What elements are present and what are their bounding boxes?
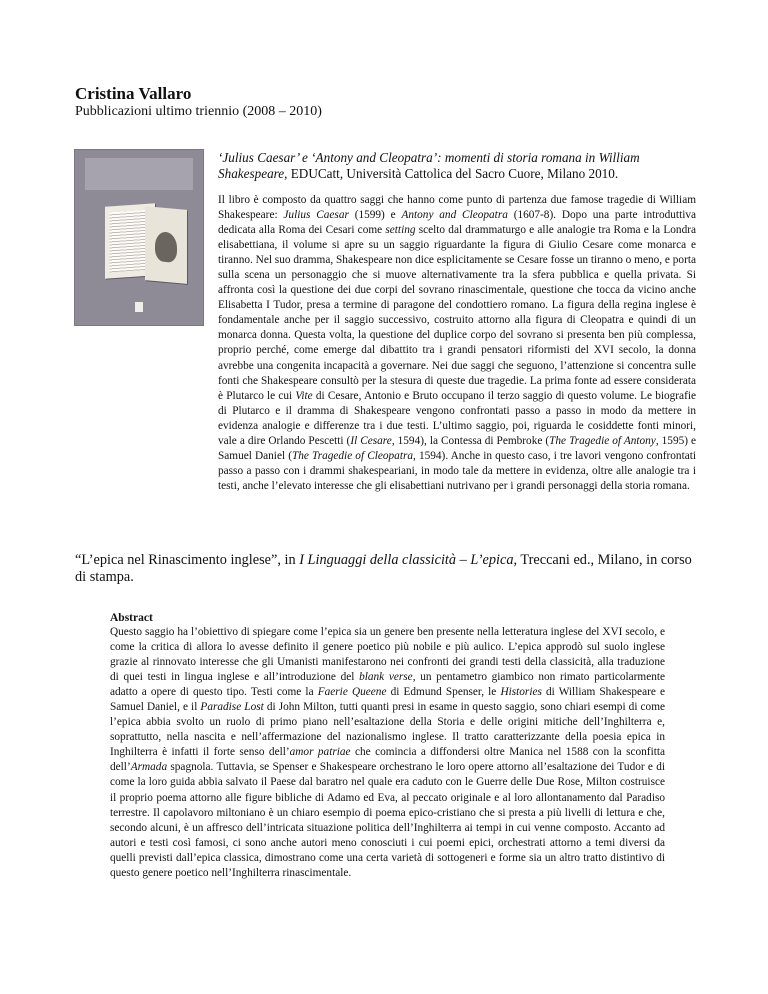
body-text: spagnola. Tuttavia, se Spenser e Shakespeare orchestrano le loro opere attorno all’esaltazione dei Tudor e di come la loro guida abbia salvato il Paese dal baratro nel quale era caduto con le Guerre delle Due Rose, Milton costruisce il proprio poema attorno alle figure bibliche di Adamo ed Eva, al peccato originale e al loro allontanamento dal Paradiso terrestre. Il capolavoro miltoniano è un chiaro esempio di poema epico-cristiano che si presta a più livelli di lettura e che, secondo alcuni, è un affresco dell’intricata situazione politica dell’Inghilterra ai tempi in cui venne composto. Accanto ad autori e testi così famosi, ci sono anche autori meno conosciuti i cui poemi epici, orchestrati attorno a temi diversi da quelli previsti dall’epica classica, dimostrano come una certa varietà di sottogeneri e forme sia un altro tratto distintivo di questo genere poetico nell’Inghilterra rinascimentale.: [110, 761, 665, 879]
book-cover-image: [75, 150, 203, 325]
italic-text: Armada: [130, 761, 168, 774]
body-text: Questo saggio ha l’obiettivo di spiegare come l’epica sia un genere ben presente nella letteratura inglese del XVI secolo, e come la critica di allora lo avesse definito il genere poetico più nobile e più aulico. L’epica approdò sul suolo inglese grazie al rinnovato interesse che gli Umanisti manifestarono nei confronti dei grandi testi della classicità, alla traduzione di quei testi in lingua inglese e all’introduzione del: [110, 626, 665, 684]
cover-title-band: [85, 158, 193, 190]
body-text: , 1594). Anche in questo caso, i tre lavori vengono confrontati passo a passo con i drammi shakespeariani, in modo tale da mettere in evidenza, oltre alle analogie tra i testi, anche l’elevato interesse che gli elisabettiani nutrivano per i grandi personaggi della storia romana.: [218, 449, 696, 492]
body-text: di Cesare, Antonio e Bruto occupano il terzo saggio di questo volume. Le biografie di Plutarco e il dramma di Shakespeare vengono confrontati passo a passo in modo da mettere in evidenza analogie e differenze tra i due testi. L’ultimo saggio, poi, riguarda le cosiddette fonti minori, vale a dire Orlando Pescetti (: [218, 389, 696, 447]
italic-text: The Tragedie of Antony: [549, 434, 656, 447]
italic-text: Faerie Queene: [317, 686, 387, 699]
italic-text: Julius Caesar: [283, 209, 349, 222]
body-text: di William Shakespeare e Samuel Daniel, e il: [110, 686, 665, 714]
author-name: Cristina Vallaro: [75, 84, 192, 103]
cover-book-illustration: [145, 206, 187, 284]
italic-text: Vite: [295, 389, 313, 402]
body-text: di Edmund Spenser, le: [386, 686, 501, 699]
body-text: , un pentametro giambico non rimato particolarmente adatto a opere di questo tipo. Testi come la: [110, 671, 666, 699]
abstract-text: [110, 625, 665, 881]
abstract-heading: Abstract: [110, 612, 153, 624]
publications-subtitle: Pubblicazioni ultimo triennio (2008 – 2010): [75, 104, 322, 119]
italic-text: Antony and Cleopatra: [401, 209, 508, 222]
shakespeare-portrait: [155, 231, 177, 263]
article-citation: “L’epica nel Rinascimento inglese”, in I Linguaggi della classicità – L’epica, Treccani ed., Milano, in corso di stampa.: [75, 552, 692, 585]
body-text: scelto dal drammaturgo e alle analogie tra Roma e la Londra elisabettiana, il volume si apre su un saggio riguardante la figura di Giulio Cesare come monarca e tiranno. Nel suo dramma, Shakespeare non dice esplicitamente se Cesare fosse un tiranno o meno, e porta sulla scena un personaggio che si muove alternativamente tra la sfera pubblica e quella privata. Si affronta così la questione dei due corpi del sovrano rinascimentale, questione che tocca da vicino anche Elisabetta I Tudor, presa a termine di paragone del condottiero romano. La figura della regina inglese è fondamentale anche per il saggio successivo, costruito attorno alla figura di Cleopatra e quindi di un monarca donna. Questa volta, la questione del duplice corpo del sovrano si presenta ben più complessa, proprio perché, come emerge dal dibattito tra i grandi pensatori riformisti del XVI secolo, la donna avrebbe una congenita incapacità a governare. Nei due saggi che seguono, l’attenzione si concentra sulle fonti che Shakespeare consultò per la stesura di queste due tragedie. La prima fonte ad essere considerata è Plutarco le cui: [218, 224, 696, 402]
body-text: che comincia a diffondersi oltre Manica nel 1588 con la sconfitta dell’: [110, 746, 666, 774]
italic-text: Il Cesare: [350, 434, 392, 447]
body-text: di John Milton, tutti quanti presi in esame in questo saggio, sono chiari esempi di come l’epica abbia svolto un ruolo di primo piano nell’esaltazione della Storia e delle origini mitiche dell’Inghilterra e, soprattutto, nella nascita e nell’affermazione del nazionalismo inglese. Il tratto caratterizzante della poesia epica in Inghilterra è infatti il forte senso dell’: [110, 701, 665, 759]
italic-text: Histories: [500, 686, 542, 699]
book-description: [218, 193, 696, 494]
book-citation: ‘Julius Caesar’ e ‘Antony and Cleopatra’: momenti di storia romana in William Shakespeare, EDUCatt, Università Cattolica del Sacro Cuore, Milano 2010.: [218, 150, 640, 181]
cover-logo: [135, 302, 143, 312]
italic-text: amor patriae: [289, 746, 351, 759]
italic-text: blank verse: [359, 671, 413, 684]
italic-text: setting: [385, 224, 416, 237]
italic-text: Paradise Lost: [200, 701, 264, 714]
italic-text: The Tragedie of Cleopatra: [291, 449, 414, 462]
body-text: (1599) e: [348, 209, 402, 222]
body-text: (1607-8). Dopo una parte introduttiva dedicata alla Roma dei Cesari come: [218, 209, 697, 237]
body-text: Il libro è composto da quattro saggi che hanno come punto di partenza due famose tragedie di William Shakespeare:: [218, 194, 696, 222]
body-text: , 1595) e Samuel Daniel (: [218, 434, 697, 462]
body-text: , 1594), la Contessa di Pembroke (: [391, 434, 550, 447]
